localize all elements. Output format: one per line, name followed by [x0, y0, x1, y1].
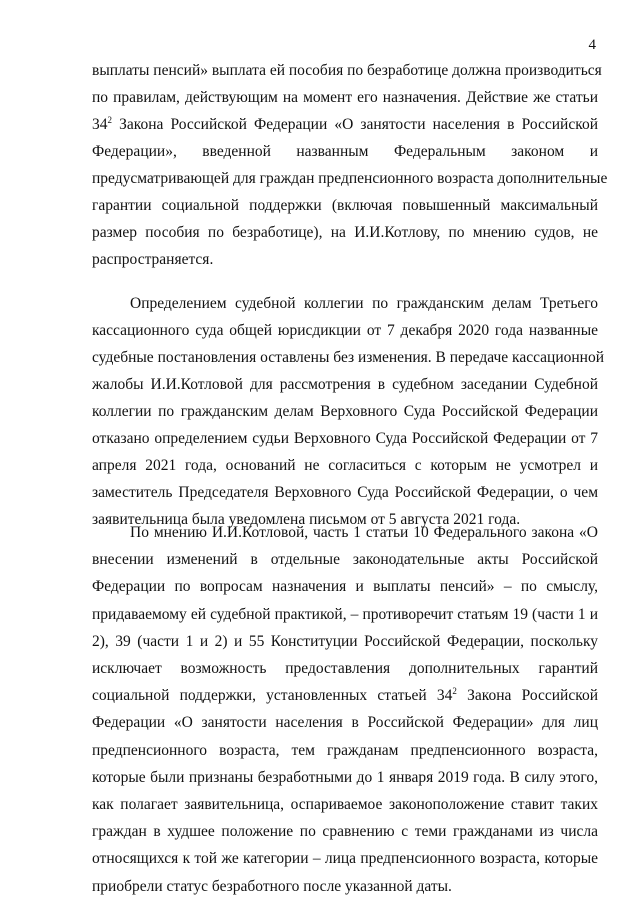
text-line-content: приобрели статус безработного после указанной даты. [92, 877, 452, 895]
text-line-content: 2), 39 (части 1 и 2) и 55 Конституции Российской Федерации, поскольку [92, 632, 598, 650]
text-line-content: граждан в худшее положение по сравнению с теми гражданами из числа [92, 823, 598, 841]
text-line [92, 550, 598, 570]
text-line-content: которые были признаны безработными до 1 января 2019 года. В силу этого, [92, 768, 598, 786]
text-line-content: Определением судебной коллегии по гражданским делам Третьего [130, 295, 598, 312]
text-line [92, 196, 598, 216]
text-line [92, 877, 598, 897]
text-line-content: Закона Российской Федерации «О занятости населения в Российской [112, 116, 598, 133]
text-line [92, 223, 598, 243]
text-line [92, 632, 598, 652]
text-line-content: по правилам, действующим на момент его назначения. Действие же статьи [92, 89, 598, 106]
text-line [130, 523, 598, 543]
text-line-content: социальной поддержки, установленных статьей 34 [92, 687, 453, 705]
text-line-content: заявительница была уведомлена письмом от 5 августа 2021 года. [92, 511, 521, 528]
text-line [92, 169, 608, 189]
text-line [92, 605, 598, 625]
text-line-content: По мнению И.И.Котловой, часть 1 статьи 10 Федерального закона «О [130, 524, 598, 541]
text-line-content: размер пособия по безработице), на И.И.Котлову, по мнению судов, не [92, 224, 598, 241]
text-line-content: гарантии социальной поддержки (включая повышенный максимальный [92, 197, 598, 214]
text-line-content: коллегии по гражданским делам Верховного Суда Российской Федерации [92, 403, 598, 420]
text-line [92, 375, 598, 395]
text-line [92, 768, 598, 788]
superscript: 2 [452, 686, 457, 697]
text-line-content: Федерации», введенной названным Федеральным законом и [92, 143, 598, 160]
text-line [92, 61, 602, 81]
text-line [92, 402, 598, 422]
superscript: 2 [107, 115, 112, 125]
text-line [92, 88, 598, 108]
text-line [92, 250, 598, 270]
text-line-content: Федерации «О занятости населения в Российской Федерации» для лиц [92, 714, 598, 732]
text-line [92, 321, 598, 341]
text-line-content: относящихся к той же категории – лица предпенсионного возраста, которые [92, 850, 598, 868]
text-line [92, 713, 598, 733]
text-line-content: судебные постановления оставлены без изменения. В передаче кассационной [92, 349, 605, 366]
text-line-content: кассационного суда общей юрисдикции от 7 декабря 2020 года названные [92, 322, 598, 339]
text-line-content: придаваемому ей судебной практикой, – противоречит статьям 19 (части 1 и [92, 605, 598, 623]
text-line [92, 483, 598, 503]
text-line [92, 795, 598, 815]
text-line [92, 849, 598, 869]
text-line-content: апреля 2021 года, оснований не согласиться с которым не усмотрел и [92, 457, 598, 474]
text-line [92, 659, 598, 679]
text-line [92, 429, 598, 449]
text-line [130, 294, 598, 314]
text-line [92, 115, 598, 135]
page-number: 4 [588, 37, 596, 53]
text-line-content: жалобы И.И.Котловой для рассмотрения в судебном заседании Судебной [92, 376, 598, 393]
text-line-content: заместитель Председателя Верховного Суда Российской Федерации, о чем [92, 484, 598, 501]
text-line-content: Закона Российской [456, 687, 598, 705]
text-line [92, 822, 598, 842]
text-line [92, 456, 598, 476]
text-line [92, 577, 598, 597]
text-line-content: предусматривающей для граждан предпенсионного возраста дополнительные [92, 170, 608, 187]
text-line [92, 741, 598, 761]
text-line [92, 348, 605, 368]
text-line [92, 142, 598, 162]
text-line-content: распространяется. [92, 251, 214, 268]
text-line-content: как полагает заявительница, оспариваемое законоположение ставит таких [92, 796, 598, 813]
text-line-content: отказано определением судьи Верховного Суда Российской Федерации от 7 [92, 430, 598, 447]
text-line-content: исключает возможность предоставления дополнительных гарантий [92, 660, 598, 677]
text-line-content: 34 [92, 116, 108, 133]
text-line [92, 686, 598, 706]
text-line-content: внесении изменений в отдельные законодательные акты Российской [92, 551, 598, 569]
text-line-content: Федерации по вопросам назначения и выплаты пенсий» – по смыслу, [92, 578, 598, 596]
text-line-content: выплаты пенсий» выплата ей пособия по безработице должна производиться [92, 62, 602, 79]
text-line-content: предпенсионного возраста, тем гражданам предпенсионного возраста, [92, 741, 598, 759]
